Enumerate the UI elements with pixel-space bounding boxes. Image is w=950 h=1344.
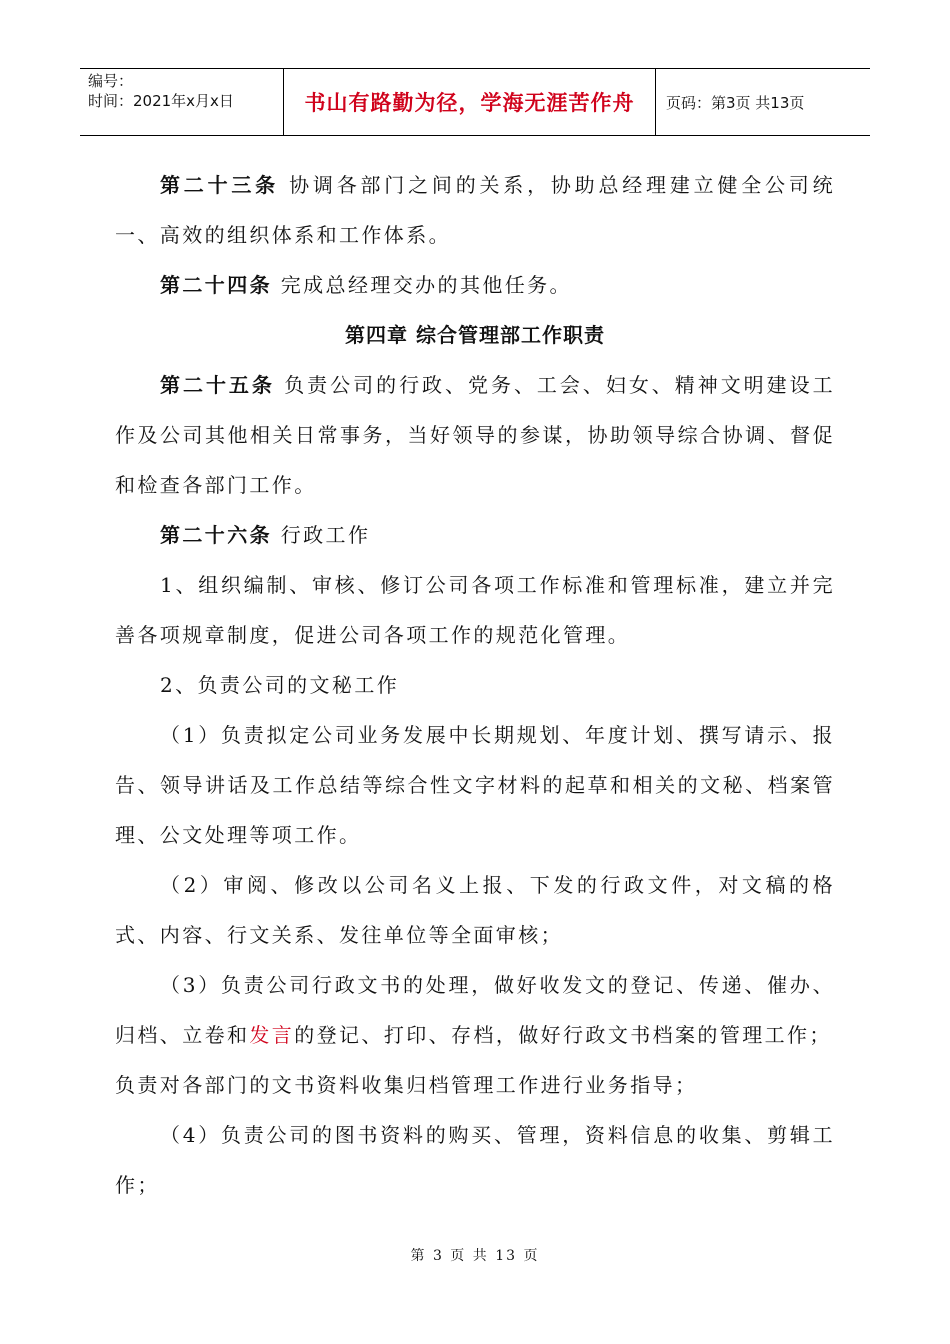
article-26-text: 行政工作 (272, 523, 371, 547)
article-25-title: 第二十五条 (160, 373, 275, 397)
sub-item-3-part-b: 的登记、打印、存档，做好行政文书档案的管理工作； (294, 1023, 832, 1047)
article-23-title: 第二十三条 (160, 173, 279, 197)
number-label: 编号： (88, 72, 134, 90)
highlighted-word: 发言 (249, 1023, 295, 1047)
document-body (115, 160, 835, 1210)
page-header (80, 68, 870, 136)
article-25 (115, 360, 835, 510)
article-23-text: 协调各部门之间的关系，协助总经理建立健全公司统一、高效的组织体系和工作体系。 (115, 173, 836, 247)
header-motto-cell (283, 69, 656, 135)
time-label: 时间：2021年x月x日 (88, 92, 234, 110)
article-24 (115, 260, 835, 310)
article-26 (115, 510, 835, 560)
item-2: 2、负责公司的文秘工作 (160, 673, 400, 697)
sub-item-3 (115, 960, 835, 1060)
header-meta (80, 69, 283, 135)
motto: 书山有路勤为径，学海无涯苦作舟 (304, 91, 635, 115)
sub-item-4: （4）负责公司的图书资料的购买、管理，资料信息的收集、剪辑工作； (115, 1123, 835, 1197)
chapter-heading: 第四章 综合管理部工作职责 (345, 323, 605, 347)
sub-item-1: （1）负责拟定公司业务发展中长期规划、年度计划、撰写请示、报告、领导讲话及工作总结等综合性文字材料的起草和相关的文秘、档案管理、公文处理等项工作。 (115, 723, 835, 847)
article-23 (115, 160, 835, 260)
page-footer: 第 3 页 共 13 页 (410, 1248, 540, 1264)
header-page-info: 页码：第3页 共13页 (666, 93, 805, 112)
article-24-text: 完成总经理交办的其他任务。 (272, 273, 572, 297)
sub-item-3-continued: 负责对各部门的文书资料收集归档管理工作进行业务指导； (115, 1073, 698, 1097)
sub-item-3-part-a: （3）负责公司行政文书的处理，做好收发文的登记、传递、催办、归档、立卷和 (115, 973, 835, 1047)
sub-item-2: （2）审阅、修改以公司名义上报、下发的行政文件，对文稿的格式、内容、行文关系、发往单位等全面审核； (115, 873, 835, 947)
article-26-title: 第二十六条 (160, 523, 272, 547)
article-24-title: 第二十四条 (160, 273, 272, 297)
article-25-text: 负责公司的行政、党务、工会、妇女、精神文明建设工作及公司其他相关日常事务，当好领导的参谋，协助领导综合协调、督促和检查各部门工作。 (115, 373, 836, 497)
item-1: 1、组织编制、审核、修订公司各项工作标准和管理标准，建立并完善各项规章制度，促进公司各项工作的规范化管理。 (115, 573, 835, 647)
